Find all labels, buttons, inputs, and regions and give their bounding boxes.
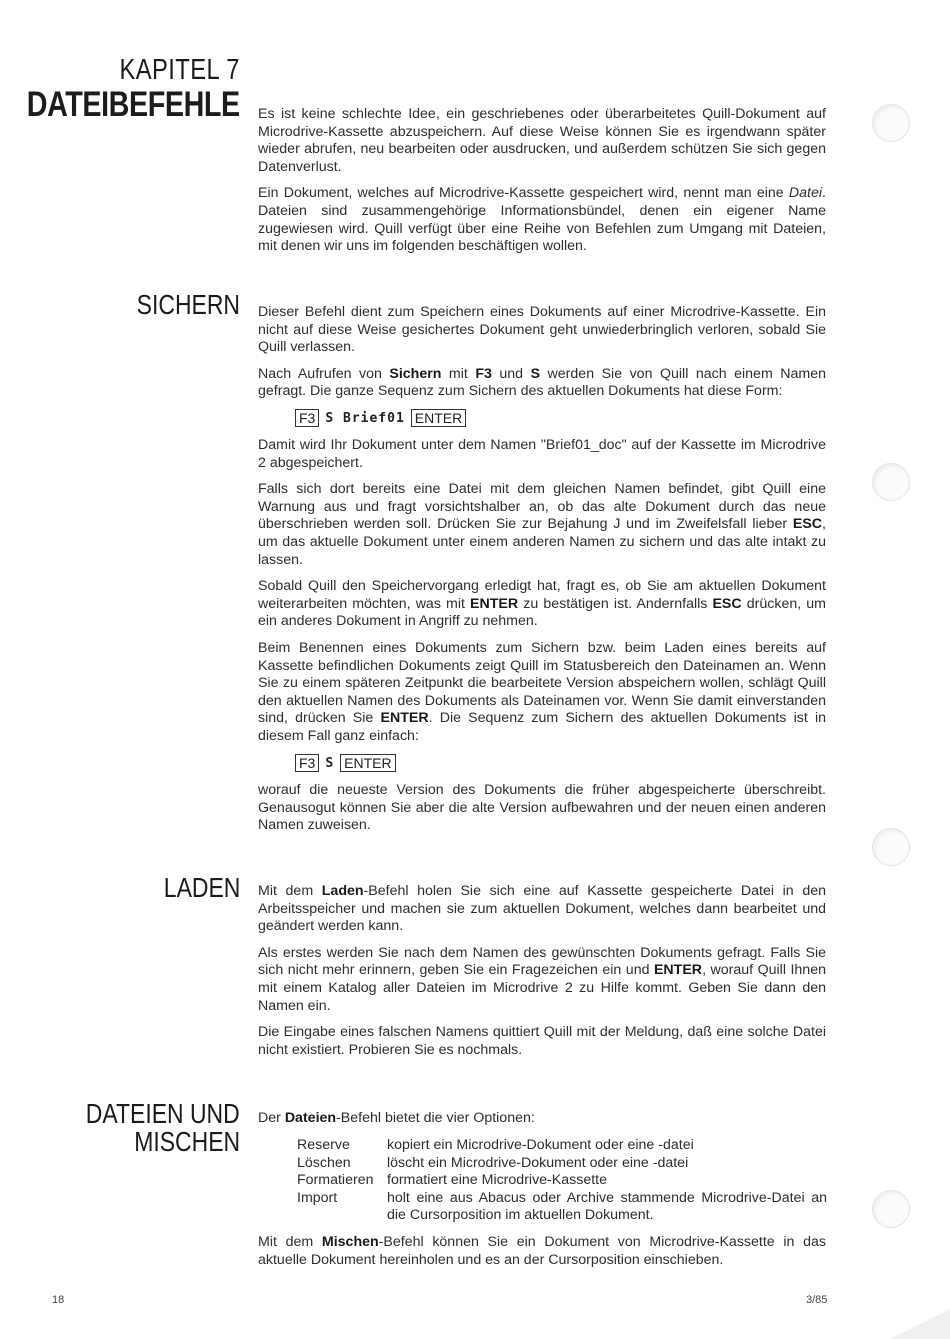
laden-paragraph-3: Die Eingabe eines falschen Namens quittiert Quill mit der Meldung, daß eine solche Datei nicht existiert. Probieren Sie es nochmals. [258,1024,826,1058]
key-f3: F3 [295,409,319,427]
dateien-intro [258,1110,826,1137]
option-row-import [297,1190,827,1225]
key-enter: ENTER [340,754,395,772]
option-row-formatieren [297,1172,827,1190]
laden-paragraph-2: Als erstes werden Sie nach dem Namen des gewünschten Dokuments gefragt. Falls Sie sich nicht mehr erinnern, geben Sie ein Fragezeichen ein und ENTER, worauf Quill Ihnen mit einem Katalog aller Dateien im Microdrive 2 zu Hilfe kommt. Geben Sie dann den Namen ein. [258,944,826,1014]
command-sequence-1 [295,409,466,427]
dateien-paragraph-1: Der Dateien-Befehl bietet die vier Optionen: [258,1110,535,1126]
options-list [297,1137,827,1225]
sichern-section-b [258,437,826,755]
option-desc: kopiert ein Microdrive-Dokument oder eine -datei [387,1137,694,1153]
option-name: Formatieren [297,1172,374,1189]
laden-section [258,883,826,1068]
sichern-paragraph-7: worauf die neueste Version des Dokuments die früher abgespeicherte überschreibt. Genausogut können Sie aber die alte Version aufbewahren und der neuen einen anderen Namen zuweisen. [258,782,826,834]
punch-hole [872,463,910,501]
command-sequence-2 [295,754,396,772]
intro-paragraph-2: Ein Dokument, welches auf Microdrive-Kassette gespeichert wird, nennt man eine Datei. Dateien sind zusammengehörige Informationsbündel, denen ein eigener Name zugewiesen wird. Quill verfügt über eine Reihe von Befehlen zum Umgang mit Dateien, mit denen wir uns im folgenden beschäftigen wollen. [258,185,826,255]
mischen-section [258,1234,826,1278]
chapter-label: KAPITEL 7 [119,54,240,86]
option-desc: formatiert eine Microdrive-Kassette [387,1172,607,1189]
command-text: S [325,755,335,771]
sichern-paragraph-3: Damit wird Ihr Dokument unter dem Namen "Brief01_doc" auf der Kassette im Microdrive 2 abgespeichert. [258,437,826,471]
punch-hole [872,1190,910,1228]
punch-hole [872,828,910,866]
page-curl [890,1309,950,1339]
section-heading-dateien-line2: MISCHEN [134,1126,240,1157]
option-name: Reserve [297,1137,350,1153]
intro-section [258,106,826,265]
option-name: Import [297,1189,338,1206]
term-datei: Datei [788,185,823,202]
option-row-reserve [297,1137,827,1155]
sichern-section-c [258,782,826,844]
section-heading-laden: LADEN [163,872,240,903]
option-desc: holt eine aus Abacus oder Archive stammende Microdrive-Datei an die Cursorposition im aktuellen Dokument. [387,1189,827,1224]
punch-hole [872,104,910,142]
key-f3: F3 [295,754,319,772]
command-text: S Brief01 [325,410,405,426]
sichern-paragraph-1: Dieser Befehl dient zum Speichern eines Dokuments auf einer Microdrive-Kassette. Ein nicht auf diese Weise gesichertes Dokument geht unwiederbringlich verloren, sobald Sie Quill verlassen. [258,304,826,356]
sichern-section-a [258,304,826,410]
option-desc: löscht ein Microdrive-Dokument oder eine -datei [387,1154,689,1171]
option-row-loeschen [297,1155,827,1173]
chapter-title: DATEIBEFEHLE [27,85,240,124]
key-enter: ENTER [411,409,466,427]
footer-date: 3/85 [806,1294,828,1306]
option-name: Löschen [297,1154,351,1171]
mischen-paragraph: Mit dem Mischen-Befehl können Sie ein Dokument von Microdrive-Kassette in das aktuelle Dokument hereinholen und es an der Cursorposition einschieben. [258,1234,826,1268]
sichern-paragraph-5: Sobald Quill den Speichervorgang erledigt hat, fragt es, ob Sie am aktuellen Dokument weiterarbeiten möchten, was mit ENTER zu bestätigen ist. Andernfalls ESC drücken, um ein anderes Dokument in Angriff zu nehmen. [258,578,826,630]
sichern-paragraph-2: Nach Aufrufen von Sichern mit F3 und S werden Sie von Quill nach einem Namen gefragt. Die ganze Sequenz zum Sichern des aktuellen Dokuments hat diese Form: [258,365,827,400]
section-heading-sichern: SICHERN [136,289,240,320]
sichern-paragraph-4: Falls sich dort bereits eine Datei mit dem gleichen Namen befindet, gibt Quill eine Warnung aus und fragt vorsichtshalber an, ob das alte Dokument durch das neue überschrieben werden soll. Drücken Sie zur Bejahung J und im Zweifelsfall lieber ESC, um das aktuelle Dokument unter einem anderen Namen zu sichern und das alte intakt zu lassen. [258,481,826,568]
section-heading-dateien-line1: DATEIEN UND [86,1098,240,1129]
intro-paragraph-1: Es ist keine schlechte Idee, ein geschriebenes oder überarbeitetes Quill-Dokument auf Microdrive-Kassette abzuspeichern. Auf diese Weise können Sie es irgendwann später wieder abrufen, neu bearbeiten oder ausdrucken, und außerdem schützen Sie sich gegen Datenverlust. [258,106,826,175]
laden-paragraph-1: Mit dem Laden-Befehl holen Sie sich eine auf Kassette gespeicherte Datei in den Arbeitsspeicher und machen sie zum aktuellen Dokument, welches dann bearbeitet und geändert werden kann. [258,883,826,935]
page-number: 18 [52,1294,65,1306]
sichern-paragraph-6: Beim Benennen eines Dokuments zum Sichern bzw. beim Laden eines bereits auf Kassette befindlichen Dokuments zeigt Quill im Statusbereich den Dateinamen an. Wenn Sie zu einem späteren Zeitpunkt die bearbeitete Version abspeichern wollen, schlägt Quill den aktuellen Namen des Dokuments als Dateinamen vor. Wenn Sie damit einverstanden sind, drücken Sie ENTER. Die Sequenz zum Sichern des aktuellen Dokuments ist in diesem Fall ganz einfach: [258,639,826,744]
